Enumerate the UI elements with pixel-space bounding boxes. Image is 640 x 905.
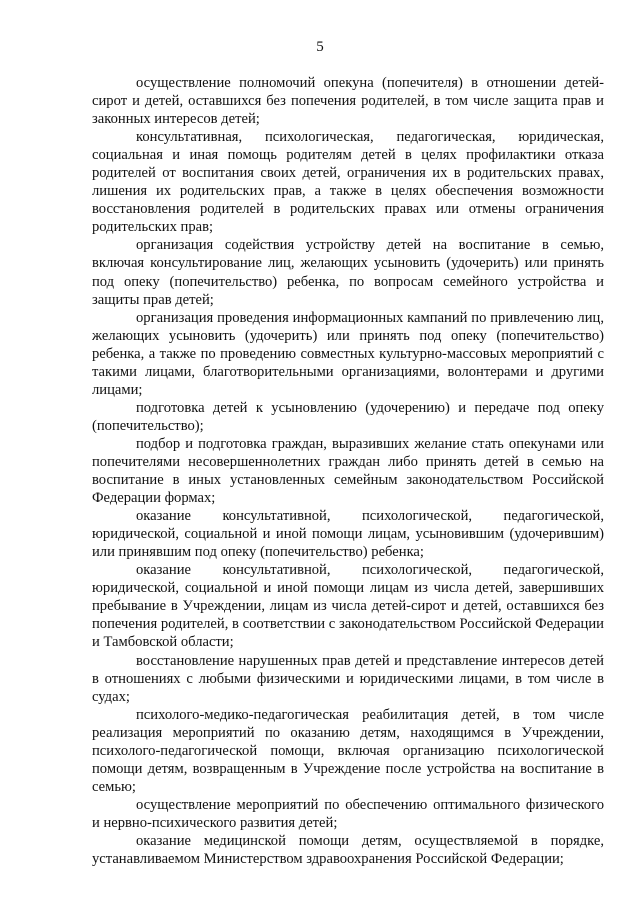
paragraph: психолого-медико-педагогическая реабилитация детей, в том числе реализация мероприятий по оказанию детям, находящимся в Учреждении, психолого-педагогической помощи, включая организацию психологической помощи детям, возвращенным в Учреждение после устройства на воспитание в семью; <box>92 706 604 795</box>
paragraph: организация проведения информационных кампаний по привлечению лиц, желающих усыновить (удочерить) или принять под опеку (попечительство) ребенка, а также по проведению совместных культурно-массовых мероприятий с такими лицами, благотворительными организациями, волонтерами и другими лицами; <box>92 309 604 398</box>
document-body <box>92 74 604 868</box>
paragraph: оказание консультативной, психологической, педагогической, юридической, социальной и иной помощи лицам, усыновившим (удочерившим) или принявшим под опеку (попечительство) ребенка; <box>92 508 604 561</box>
paragraph: восстановление нарушенных прав детей и представление интересов детей в отношениях с любыми физическими и юридическими лицами, в том числе в судах; <box>92 652 604 705</box>
paragraph: подготовка детей к усыновлению (удочерению) и передаче под опеку (попечительство); <box>92 399 604 434</box>
paragraph: консультативная, психологическая, педагогическая, юридическая, социальная и иная помощь родителям детей в целях профилактики отказа родителей от воспитания своих детей, ограничения их в родительских правах, лишения их родительских прав, а также в целях обеспечения возможности восстановления родителей в родительских правах или отмены ограничения родительских прав; <box>92 129 604 236</box>
paragraph: оказание медицинской помощи детям, осуществляемой в порядке, устанавливаемом Министерством здравоохранения Российской Федерации; <box>92 832 604 868</box>
paragraph: осуществление полномочий опекуна (попечителя) в отношении детей-сирот и детей, оставшихся без попечения родителей, в том числе защита прав и законных интересов детей; <box>92 75 604 128</box>
paragraph: подбор и подготовка граждан, выразивших желание стать опекунами или попечителями несовершеннолетних граждан либо принять детей в семью на воспитание в иных установленных семейным законодательством Российской Федерации формах; <box>92 435 604 507</box>
paragraph: осуществление мероприятий по обеспечению оптимального физического и нервно-психического развития детей; <box>92 796 604 831</box>
page-number: 5 <box>316 39 324 55</box>
paragraph: организация содействия устройству детей на воспитание в семью, включая консультирование лиц, желающих усыновить (удочерить) или принять под опеку (попечительство) ребенка, по вопросам семейного устройства и защиты прав детей; <box>92 237 604 308</box>
paragraph: оказание консультативной, психологической, педагогической, юридической, социальной и иной помощи лицам из числа детей, завершивших пребывание в Учреждении, лицам из числа детей-сирот и детей, оставшихся без попечения родителей, в соответствии с законодательством Российской Федерации и Тамбовской области; <box>92 562 604 651</box>
